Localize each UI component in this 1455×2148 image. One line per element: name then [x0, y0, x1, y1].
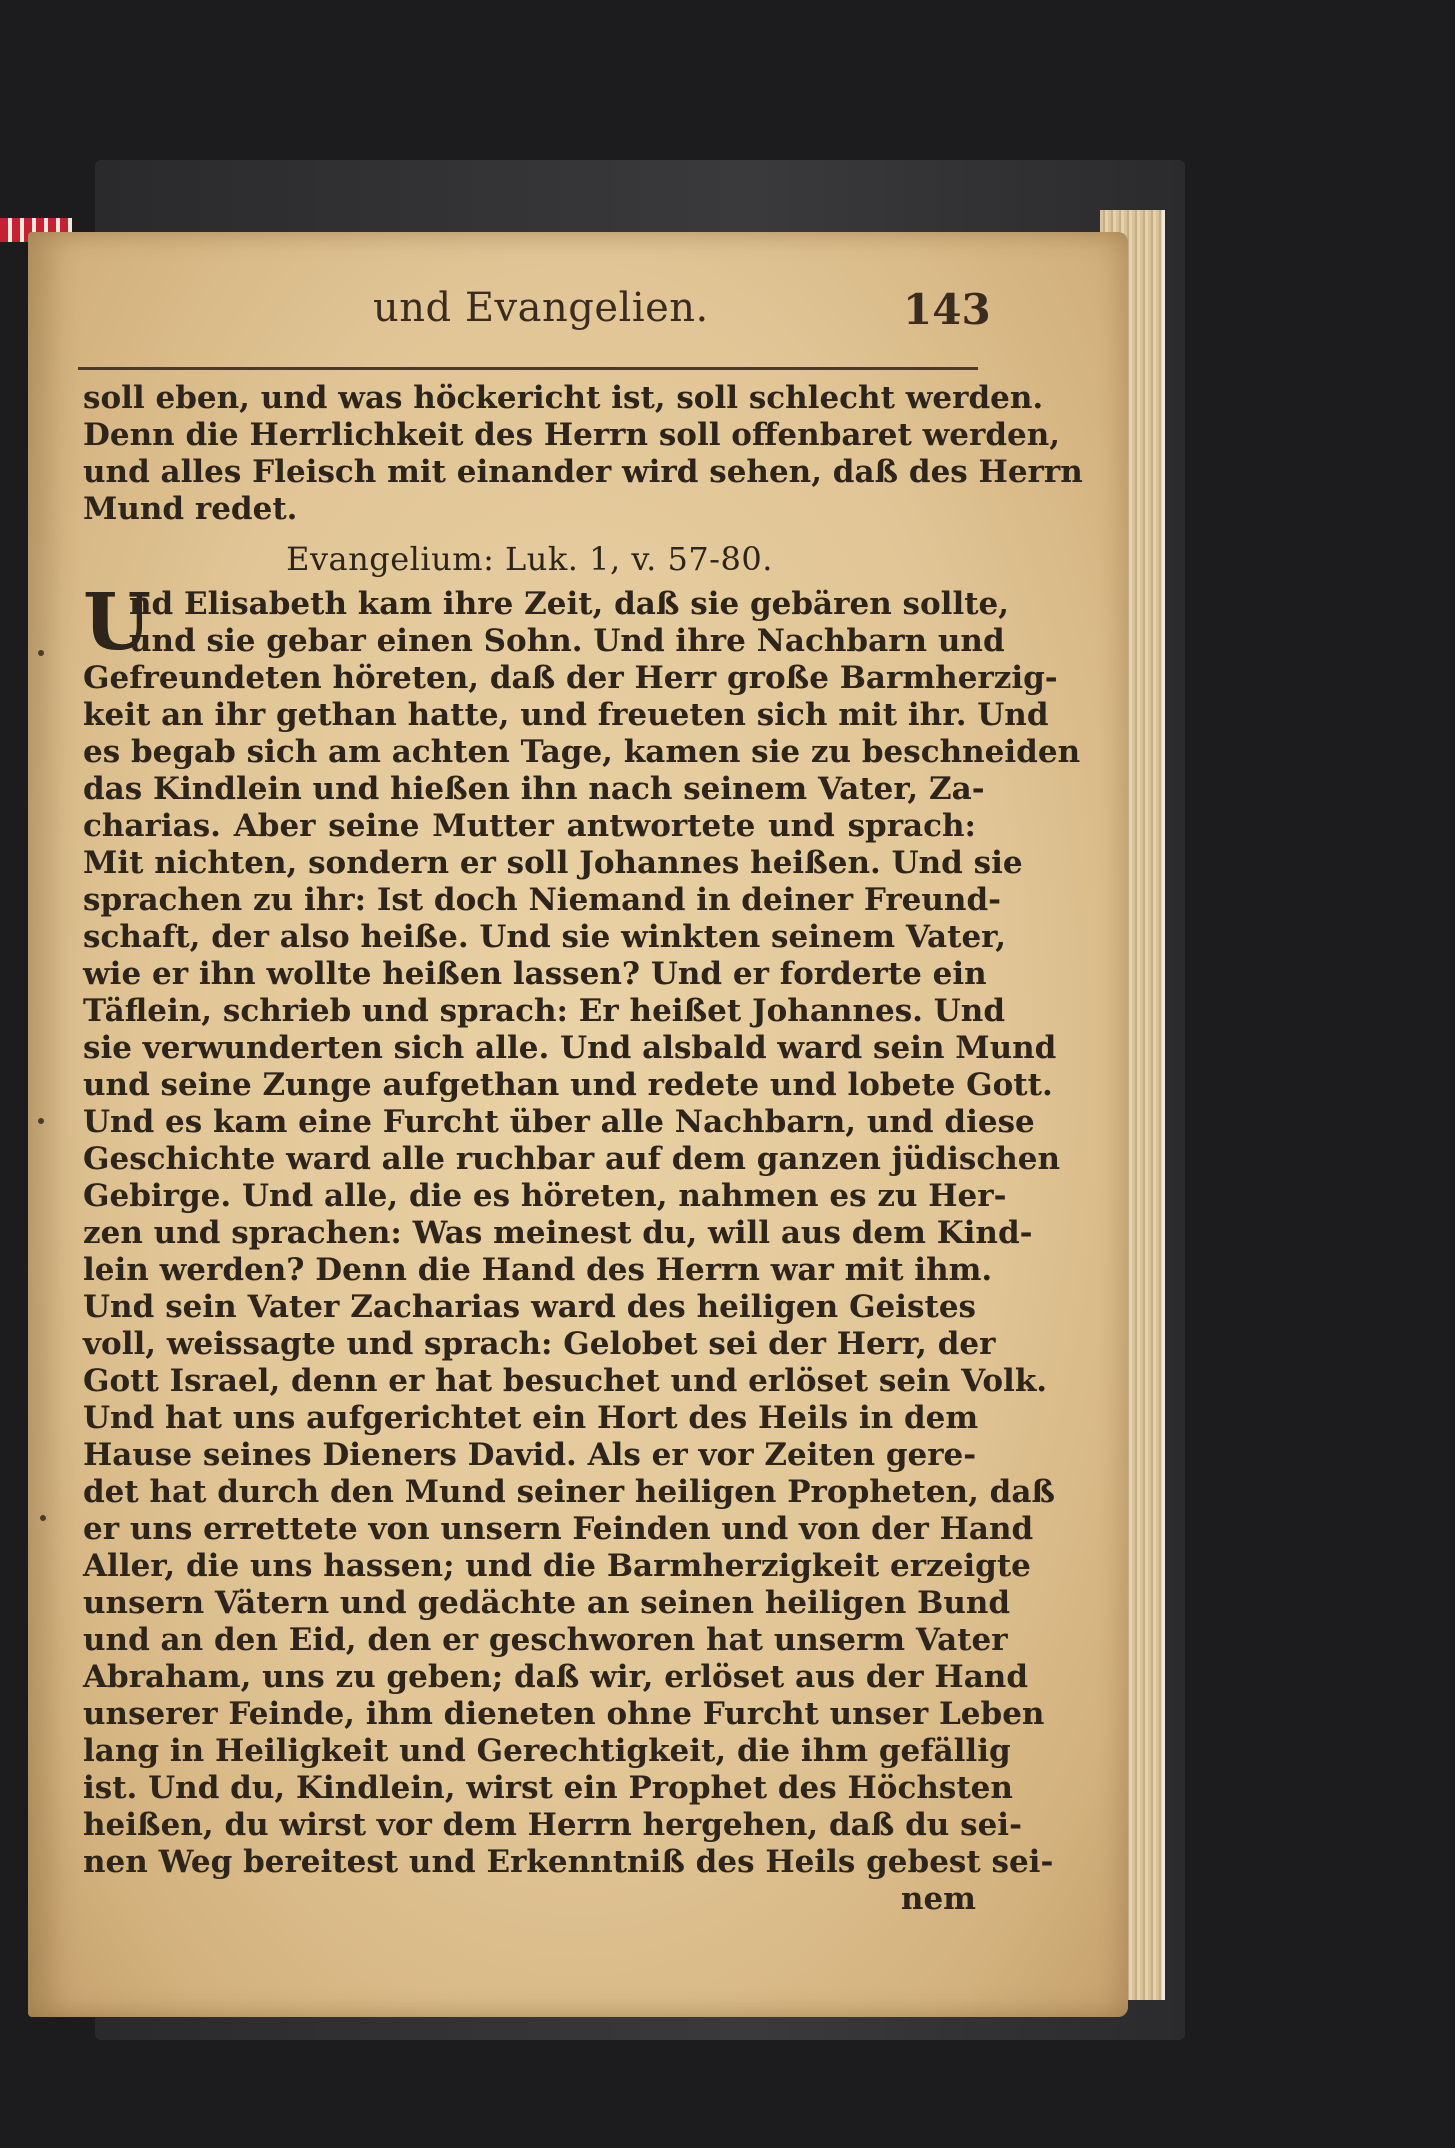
text-line: keit an ihr gethan hatte, und freueten sich mit ihr. Und [83, 697, 1049, 733]
text-line: Geschichte ward alle ruchbar auf dem ganzen jüdischen [83, 1141, 1061, 1177]
text-line: das Kindlein und hießen ihn nach seinem Vater, Za- [83, 771, 985, 807]
page-text [83, 380, 1083, 1918]
text-line: und an den Eid, den er geschworen hat unserm Vater [83, 1622, 1008, 1658]
text-line: Und sein Vater Zacharias ward des heiligen Geistes [83, 1289, 976, 1325]
running-head [28, 285, 1128, 345]
catchword: nem [900, 1881, 976, 1917]
page-number: 143 [903, 285, 991, 334]
text-line: soll eben, und was höckericht ist, soll schlecht werden. [83, 380, 1044, 416]
text-line: Gefreundeten höreten, daß der Herr große Barmherzig- [83, 660, 1058, 696]
text-line: Mund redet. [83, 491, 298, 527]
text-line: wie er ihn wollte heißen lassen? Und er forderte ein [83, 956, 987, 992]
text-line: es begab sich am achten Tage, kamen sie zu beschneiden [83, 734, 1081, 770]
text-line: sprachen zu ihr: Ist doch Niemand in deiner Freund- [83, 882, 1001, 918]
header-rule [78, 367, 978, 370]
text-line: Denn die Herrlichkeit des Herrn soll offenbaret werden, [83, 417, 1061, 453]
text-line: Gebirge. Und alle, die es höreten, nahmen es zu Her- [83, 1178, 1007, 1214]
text-line: heißen, du wirst vor dem Herrn hergehen, daß du sei- [83, 1807, 1022, 1843]
text-line: voll, weissagte und sprach: Gelobet sei der Herr, der [83, 1326, 996, 1362]
margin-mark [38, 1118, 44, 1124]
text-line: sie verwunderten sich alle. Und alsbald ward sein Mund [83, 1030, 1057, 1066]
text-line: Mit nichten, sondern er soll Johannes heißen. Und sie [83, 845, 1023, 881]
text-line: und seine Zunge aufgethan und redete und lobete Gott. [83, 1067, 1053, 1103]
text-line: Aller, die uns hassen; und die Barmherzigkeit erzeigte [83, 1548, 1031, 1584]
text-line: Täflein, schrieb und sprach: Er heißet Johannes. Und [83, 993, 1006, 1029]
text-line: Hause seines Dieners David. Als er vor Zeiten gere- [83, 1437, 977, 1473]
text-line: Und hat uns aufgerichtet ein Hort des Heils in dem [83, 1400, 979, 1436]
text-line: nd Elisabeth kam ihre Zeit, daß sie gebären sollte, [129, 586, 1010, 622]
text-line: unsern Vätern und gedächte an seinen heiligen Bund [83, 1585, 1011, 1621]
text-line: det hat durch den Mund seiner heiligen Propheten, daß [83, 1474, 1055, 1510]
text-line: Gott Israel, denn er hat besuchet und erlöset sein Volk. [83, 1363, 1048, 1399]
drop-cap: U [83, 577, 152, 668]
text-line: lang in Heiligkeit und Gerechtigkeit, die ihm gefällig [83, 1733, 1011, 1769]
text-line: zen und sprachen: Was meinest du, will aus dem Kind- [83, 1215, 1033, 1251]
text-line: Und es kam eine Furcht über alle Nachbarn, und diese [83, 1104, 1035, 1140]
section-title: Evangelium: Luk. 1, v. 57-80. [286, 540, 773, 578]
text-line: und sie gebar einen Sohn. Und ihre Nachbarn und [129, 623, 1005, 659]
margin-mark [40, 1515, 46, 1521]
running-head-title: und Evangelien. [373, 285, 709, 331]
text-line: ist. Und du, Kindlein, wirst ein Prophet des Höchsten [83, 1770, 1013, 1806]
text-line: nen Weg bereitest und Erkenntniß des Heils gebest sei- [83, 1844, 1054, 1880]
text-line: unserer Feinde, ihm dieneten ohne Furcht unser Leben [83, 1696, 1045, 1732]
book-page [28, 232, 1128, 2017]
text-line: und alles Fleisch mit einander wird sehen, daß des Herrn [83, 454, 1083, 490]
text-line: Abraham, uns zu geben; daß wir, erlöset aus der Hand [83, 1659, 1029, 1695]
text-line: lein werden? Denn die Hand des Herrn war mit ihm. [83, 1252, 993, 1288]
body-text [83, 660, 1081, 1881]
text-line: schaft, der also heiße. Und sie winkten seinem Vater, [83, 919, 1007, 955]
text-line: er uns errettete von unsern Feinden und von der Hand [83, 1511, 1034, 1547]
text-line: charias. Aber seine Mutter antwortete und sprach: [83, 808, 976, 844]
margin-mark [38, 650, 44, 656]
